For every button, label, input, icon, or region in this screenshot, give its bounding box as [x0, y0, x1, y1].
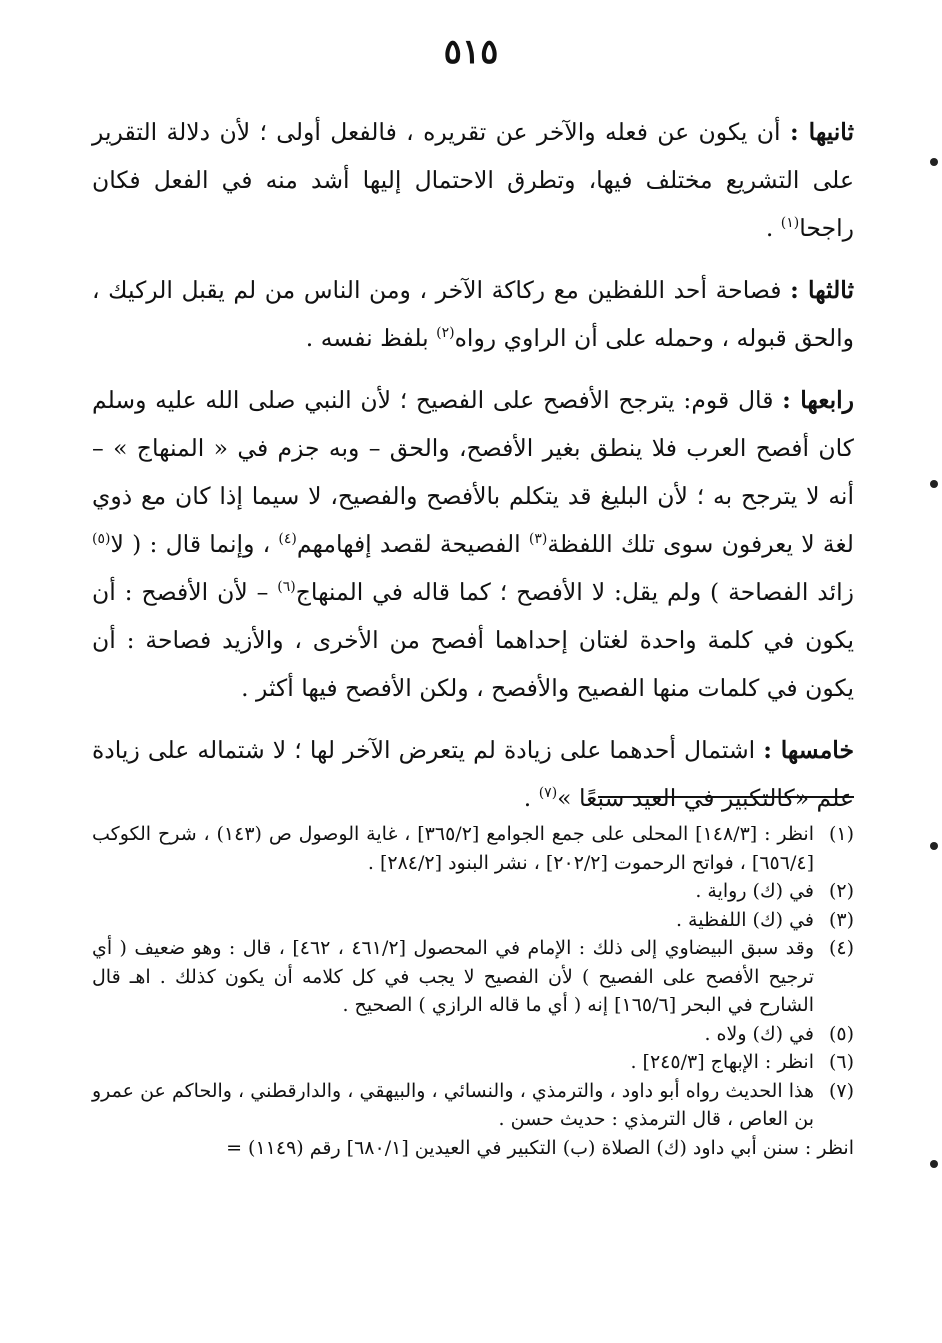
footnote-number: (٢): [828, 880, 854, 902]
footnote-divider: [598, 796, 854, 798]
footnote-text: في (ك) رواية .: [695, 880, 814, 902]
footnote-number: (٧): [828, 1079, 854, 1102]
paragraph-text: زائد الفصاحة ) ولم يقل: لا الأفصح ؛ كما قاله في المنهاج: [295, 578, 854, 606]
margin-mark: [930, 1160, 938, 1168]
footnote-text: انظر : [١٤٨/٣] المحلى على جمع الجوامع [٣٦٥/٢] ، غاية الوصول ص (١٤٣) ، شرح الكوكب [٦٥٦/٤] ، فواتح الرحموت [٢٠٢/٢] ، نشر البنود [٢٨٤/٢] .: [92, 823, 814, 874]
footnotes: [92, 820, 854, 1162]
footnote-ref: (٥): [92, 531, 111, 548]
footnote-text: انظر : الإبهاج [٢٤٥/٣] .: [630, 1051, 814, 1073]
margin-mark: [930, 480, 938, 488]
paragraph-text: – لأن الأفصح : أن يكون في كلمة واحدة لغتان إحداهما أفصح من الأخرى ، والأزيد فصاحة : أن يكون في كلمات منها الفصيح والأفصح ، ولكن الأفصح فيها أكثر .: [92, 578, 854, 702]
footnote-ref: (٢): [436, 325, 455, 342]
footnote-number: (١): [828, 823, 854, 845]
paragraph-second: [92, 108, 854, 252]
footnote-number: (٥): [828, 1022, 854, 1045]
paragraph-lead: رابعها :: [782, 386, 854, 414]
footnote: [92, 877, 854, 906]
paragraph-lead: ثانيها :: [789, 118, 854, 146]
footnote-ref: (٣): [528, 531, 548, 548]
margin-mark: [930, 842, 938, 850]
main-text: [92, 108, 854, 836]
footnote-number: (٤): [828, 937, 854, 959]
paragraph-lead: ثالثها :: [790, 276, 854, 304]
footnote-text: هذا الحديث رواه أبو داود ، والترمذي ، والنسائي ، والبيهقي ، والدارقطني ، والحاكم عن عمرو بن العاص ، قال الترمذي : حديث حسن .: [92, 1079, 814, 1130]
footnote-ref: (٧): [538, 785, 558, 802]
footnote: [92, 1020, 854, 1049]
paragraph-lead: خامسها :: [763, 736, 854, 764]
footnote-number: (٦): [828, 1051, 854, 1073]
footnote: [92, 1048, 854, 1077]
page-number: ٥١٥: [443, 32, 499, 72]
paragraph-tail: بلفظ نفسه .: [305, 324, 437, 352]
paragraph-text: قال قوم: يترجح الأفصح على الفصيح ؛ لأن النبي صلى الله عليه وسلم كان أفصح العرب فلا ينطق بغير الأفصح، والحق – وبه جزم في « المنهاج » – أنه لا يترجح به ؛ لأن البليغ قد يتكلم بالأفصح والفصيح، لا سيما إذا كان مع ذوي لغة لا يعرفون سوى تلك اللفظة: [92, 386, 854, 558]
footnote-ref: (٦): [277, 579, 296, 596]
paragraph-text: أن يكون عن فعله والآخر عن تقريره ، فالفعل أولى ؛ لأن دلالة التقرير على التشريع مختلف فيها، وتطرق الاحتمال إليها أشد منه في الفعل فكان راجحا: [92, 118, 854, 242]
footnote: [92, 934, 854, 1020]
footnote: [92, 1077, 854, 1134]
footnote-ref: (٤): [278, 531, 297, 548]
paragraph-fourth: [92, 376, 854, 712]
paragraph-text: الفصيحة لقصد إفهامهم: [296, 530, 529, 558]
paragraph-third: [92, 266, 854, 362]
footnote-text: في (ك) ولاه .: [704, 1022, 814, 1045]
footnote-ref: (١): [780, 215, 800, 232]
footnote: [92, 906, 854, 935]
paragraph-fifth: [92, 726, 854, 822]
paragraph-text: ، وإنما قال : ( لا: [110, 530, 279, 558]
footnote: [92, 820, 854, 877]
footnote-continuation: انظر : سنن أبي داود (ك) الصلاة (ب) التكبير في العيدين [٦٨٠/١] رقم (١١٤٩) =: [226, 1136, 854, 1159]
paragraph-tail: .: [523, 784, 539, 812]
paragraph-tail: .: [765, 214, 781, 242]
margin-mark: [930, 158, 938, 166]
paragraph-text: فصاحة أحد اللفظين مع ركاكة الآخر ، ومن الناس من لم يقبل الركيك ، والحق قبوله ، وحمله على أن الراوي رواه: [92, 276, 854, 352]
footnote-text: في (ك) اللفظية .: [675, 908, 814, 931]
paragraph-text: اشتمال أحدهما على زيادة لم يتعرض الآخر لها ؛ لا شتماله على زيادة علم «كالتكبير في العيد سبعًا »: [92, 736, 854, 812]
footnote-number: (٣): [828, 908, 854, 931]
footnote-text: وقد سبق البيضاوي إلى ذلك : الإمام في المحصول [٤٦١/٢ ، ٤٦٢] ، قال : وهو ضعيف ( أي ترجيح الأفصح على الفصيح ) لأن الفصيح لا يجب في كل كلامه أن يكون كذلك . اهـ قال الشارح في البحر [١٦٥/٦] إنه ( أي ما قاله الرازي ) الصحيح .: [92, 937, 814, 1016]
